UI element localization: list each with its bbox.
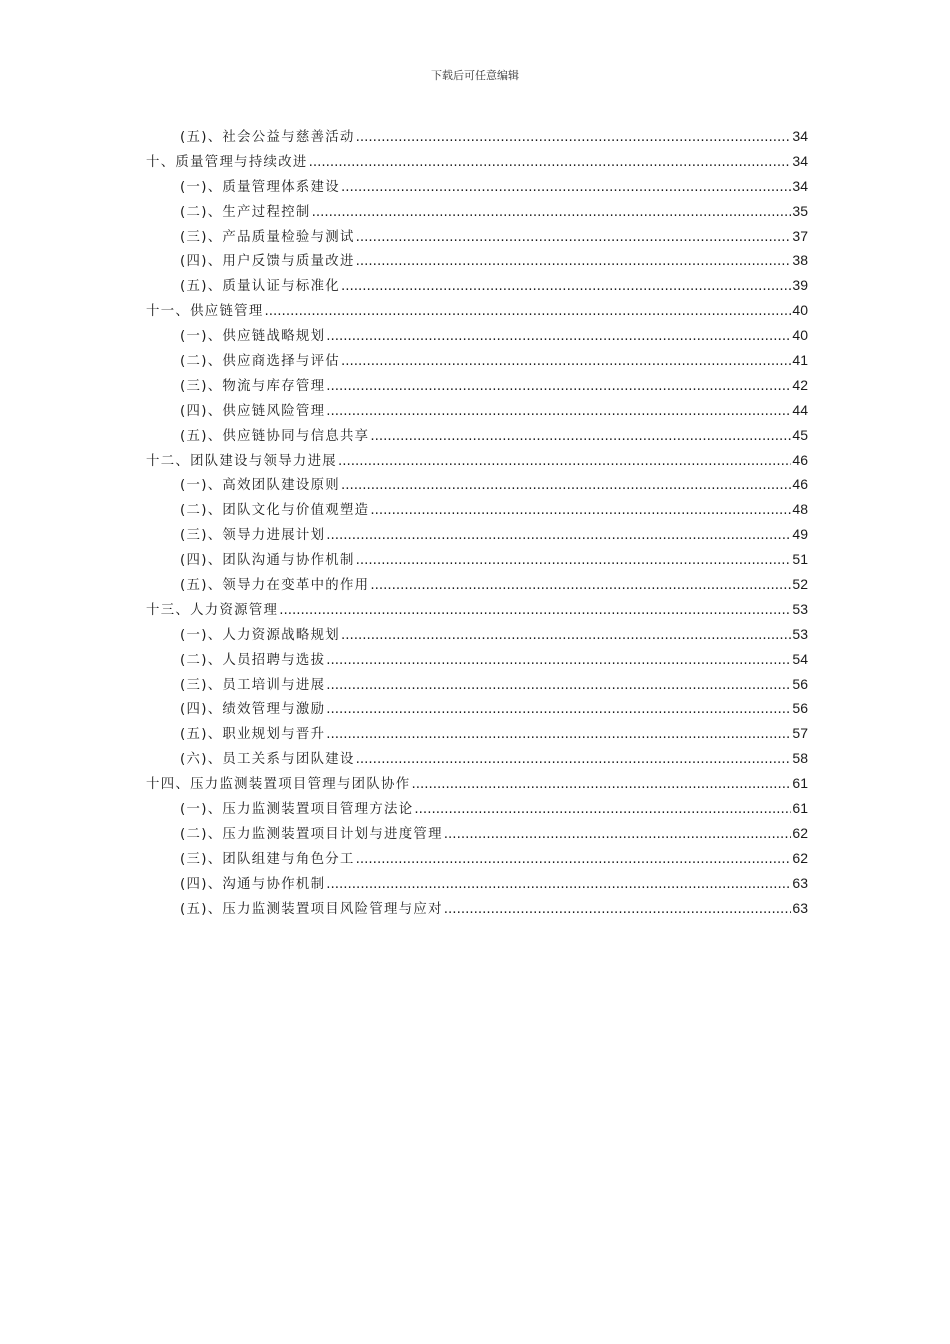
toc-entry-page-number: 49 bbox=[792, 526, 808, 543]
toc-entry[interactable] bbox=[146, 448, 808, 473]
toc-entry-label: 十四、压力监测装置项目管理与团队协作 bbox=[146, 777, 411, 793]
page-header: 下载后可任意编辑 bbox=[431, 69, 519, 82]
toc-entry-page-number: 38 bbox=[792, 252, 808, 269]
toc-entry[interactable] bbox=[146, 821, 808, 846]
toc-entry-label: (一)、高效团队建设原则 bbox=[180, 478, 340, 494]
toc-entry-label: (六)、员工关系与团队建设 bbox=[180, 752, 355, 768]
toc-entry[interactable] bbox=[146, 721, 808, 746]
toc-entry[interactable] bbox=[146, 846, 808, 871]
toc-entry-label: (一)、压力监测装置项目管理方法论 bbox=[180, 802, 414, 818]
toc-dot-leader bbox=[326, 375, 791, 400]
toc-dot-leader bbox=[341, 176, 791, 201]
toc-entry[interactable] bbox=[146, 497, 808, 522]
toc-entry-label: (四)、沟通与协作机制 bbox=[180, 876, 326, 892]
toc-entry-label: 十、质量管理与持续改进 bbox=[146, 154, 308, 170]
toc-entry[interactable] bbox=[146, 746, 808, 771]
toc-entry[interactable] bbox=[146, 323, 808, 348]
toc-entry-page-number: 57 bbox=[792, 725, 808, 742]
toc-dot-leader bbox=[444, 823, 792, 848]
toc-entry-page-number: 62 bbox=[792, 824, 808, 841]
toc-dot-leader bbox=[341, 474, 791, 499]
toc-entry[interactable] bbox=[146, 597, 808, 622]
toc-entry[interactable] bbox=[146, 199, 808, 224]
toc-entry-page-number: 45 bbox=[792, 426, 808, 443]
toc-entry[interactable] bbox=[146, 871, 808, 896]
toc-entry-page-number: 39 bbox=[792, 277, 808, 294]
toc-entry-page-number: 56 bbox=[792, 675, 808, 692]
toc-entry-page-number: 41 bbox=[792, 352, 808, 369]
toc-dot-leader bbox=[312, 201, 792, 226]
toc-entry[interactable] bbox=[146, 174, 808, 199]
toc-entry[interactable] bbox=[146, 647, 808, 672]
toc-entry-page-number: 34 bbox=[792, 152, 808, 169]
toc-entry-page-number: 58 bbox=[792, 750, 808, 767]
toc-entry-label: (二)、团队文化与价值观塑造 bbox=[180, 503, 370, 519]
toc-entry-page-number: 46 bbox=[792, 451, 808, 468]
toc-entry-label: (四)、用户反馈与质量改进 bbox=[180, 254, 355, 270]
toc-entry-label: 十一、供应链管理 bbox=[146, 304, 264, 320]
toc-dot-leader bbox=[326, 873, 791, 898]
toc-dot-leader bbox=[341, 275, 791, 300]
toc-entry[interactable] bbox=[146, 622, 808, 647]
toc-dot-leader bbox=[370, 425, 791, 450]
toc-entry-page-number: 56 bbox=[792, 700, 808, 717]
toc-entry-page-number: 35 bbox=[792, 202, 808, 219]
toc-dot-leader bbox=[326, 325, 791, 350]
toc-entry-label: (二)、生产过程控制 bbox=[180, 204, 311, 220]
toc-entry[interactable] bbox=[146, 224, 808, 249]
table-of-contents bbox=[146, 124, 808, 921]
toc-entry-page-number: 40 bbox=[792, 327, 808, 344]
toc-entry-label: (一)、人力资源战略规划 bbox=[180, 627, 340, 643]
toc-entry-label: (五)、职业规划与晋升 bbox=[180, 727, 326, 743]
toc-entry-label: 十二、团队建设与领导力进展 bbox=[146, 453, 337, 469]
toc-dot-leader bbox=[414, 798, 791, 823]
toc-dot-leader bbox=[279, 599, 791, 624]
toc-entry-label: (五)、质量认证与标准化 bbox=[180, 279, 340, 295]
toc-entry-page-number: 44 bbox=[792, 401, 808, 418]
toc-entry-label: (二)、供应商选择与评估 bbox=[180, 354, 340, 370]
toc-entry-page-number: 63 bbox=[792, 874, 808, 891]
toc-dot-leader bbox=[326, 674, 791, 699]
toc-entry[interactable] bbox=[146, 472, 808, 497]
toc-entry-label: (三)、团队组建与角色分工 bbox=[180, 851, 355, 867]
toc-dot-leader bbox=[370, 574, 791, 599]
toc-entry-page-number: 52 bbox=[792, 576, 808, 593]
toc-entry-page-number: 48 bbox=[792, 501, 808, 518]
toc-entry-page-number: 62 bbox=[792, 849, 808, 866]
toc-entry-label: (二)、人员招聘与选拔 bbox=[180, 652, 326, 668]
toc-dot-leader bbox=[265, 300, 792, 325]
toc-entry-label: (二)、压力监测装置项目计划与进度管理 bbox=[180, 826, 443, 842]
toc-entry[interactable] bbox=[146, 149, 808, 174]
toc-entry-label: (五)、领导力在变革中的作用 bbox=[180, 578, 370, 594]
toc-entry[interactable] bbox=[146, 547, 808, 572]
toc-dot-leader bbox=[338, 450, 791, 475]
toc-dot-leader bbox=[356, 748, 792, 773]
toc-entry-page-number: 37 bbox=[792, 227, 808, 244]
toc-entry[interactable] bbox=[146, 373, 808, 398]
toc-entry[interactable] bbox=[146, 124, 808, 149]
toc-entry[interactable] bbox=[146, 522, 808, 547]
toc-dot-leader bbox=[341, 350, 791, 375]
toc-entry[interactable] bbox=[146, 423, 808, 448]
toc-entry[interactable] bbox=[146, 572, 808, 597]
toc-entry[interactable] bbox=[146, 672, 808, 697]
toc-entry-label: (五)、压力监测装置项目风险管理与应对 bbox=[180, 901, 443, 917]
toc-entry-label: (五)、社会公益与慈善活动 bbox=[180, 130, 355, 145]
toc-entry[interactable] bbox=[146, 248, 808, 273]
toc-dot-leader bbox=[309, 151, 792, 176]
toc-entry-page-number: 63 bbox=[792, 899, 808, 916]
toc-entry-label: 十三、人力资源管理 bbox=[146, 602, 279, 618]
toc-dot-leader bbox=[370, 499, 791, 524]
toc-dot-leader bbox=[411, 773, 791, 798]
toc-entry[interactable] bbox=[146, 273, 808, 298]
toc-entry[interactable] bbox=[146, 771, 808, 796]
toc-entry-page-number: 42 bbox=[792, 376, 808, 393]
toc-dot-leader bbox=[356, 226, 792, 251]
toc-entry-label: (五)、供应链协同与信息共享 bbox=[180, 428, 370, 444]
toc-entry-page-number: 54 bbox=[792, 650, 808, 667]
toc-dot-leader bbox=[444, 898, 792, 923]
toc-dot-leader bbox=[341, 624, 791, 649]
toc-entry-label: (四)、团队沟通与协作机制 bbox=[180, 553, 355, 569]
toc-dot-leader bbox=[356, 126, 792, 151]
toc-entry-label: (三)、员工培训与进展 bbox=[180, 677, 326, 693]
toc-entry-page-number: 40 bbox=[792, 302, 808, 319]
toc-dot-leader bbox=[326, 649, 791, 674]
toc-dot-leader bbox=[356, 250, 792, 275]
toc-entry-page-number: 61 bbox=[792, 800, 808, 817]
toc-entry[interactable] bbox=[146, 398, 808, 423]
toc-entry-page-number: 34 bbox=[792, 128, 808, 144]
toc-dot-leader bbox=[326, 698, 791, 723]
toc-entry[interactable] bbox=[146, 298, 808, 323]
toc-entry[interactable] bbox=[146, 348, 808, 373]
toc-entry-label: (一)、供应链战略规划 bbox=[180, 329, 326, 345]
toc-entry[interactable] bbox=[146, 696, 808, 721]
toc-dot-leader bbox=[326, 400, 791, 425]
toc-entry-page-number: 53 bbox=[792, 625, 808, 642]
toc-dot-leader bbox=[326, 723, 791, 748]
toc-entry-page-number: 61 bbox=[792, 775, 808, 792]
toc-entry-label: (三)、产品质量检验与测试 bbox=[180, 229, 355, 245]
toc-entry-label: (三)、领导力进展计划 bbox=[180, 528, 326, 544]
toc-dot-leader bbox=[326, 524, 791, 549]
toc-dot-leader bbox=[356, 848, 792, 873]
toc-dot-leader bbox=[356, 549, 792, 574]
toc-entry[interactable] bbox=[146, 796, 808, 821]
toc-entry-page-number: 34 bbox=[792, 177, 808, 194]
toc-entry-page-number: 53 bbox=[792, 600, 808, 617]
toc-entry[interactable] bbox=[146, 896, 808, 921]
toc-entry-label: (四)、绩效管理与激励 bbox=[180, 702, 326, 718]
toc-entry-label: (四)、供应链风险管理 bbox=[180, 403, 326, 419]
toc-entry-page-number: 46 bbox=[792, 476, 808, 493]
toc-entry-label: (三)、物流与库存管理 bbox=[180, 378, 326, 394]
toc-entry-page-number: 51 bbox=[792, 551, 808, 568]
toc-entry-label: (一)、质量管理体系建设 bbox=[180, 179, 340, 195]
